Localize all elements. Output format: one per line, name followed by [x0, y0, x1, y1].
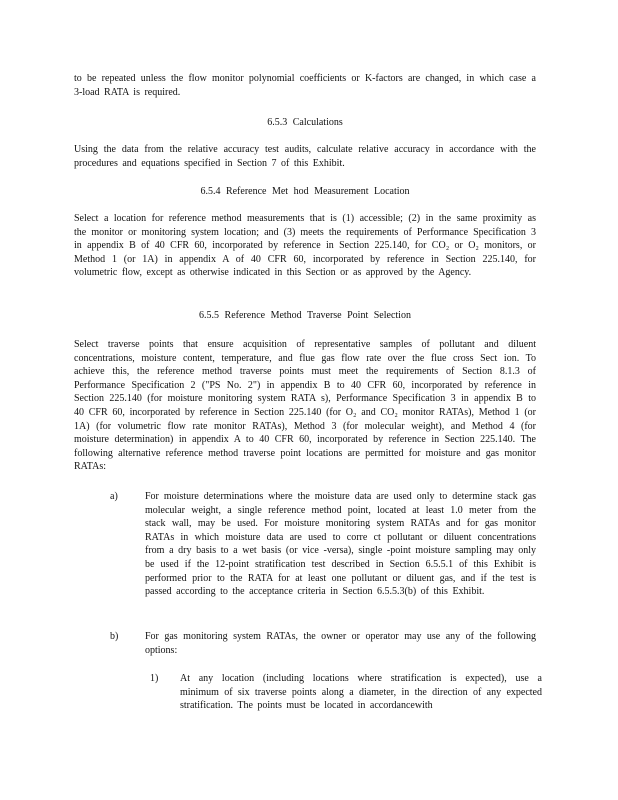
sub-list-item-text: At any location (including locations where stratification is expected), use a minimum of six traverse points along a diameter, in the direction of any expected stratification. The points must be located in accordancewith [180, 673, 542, 712]
section-body-6-5-4: Select a location for reference method measurements that is (1) accessible; (2) in the same proximity as the monitor or monitoring system location; and (3) meets the requirements of Performance Specification 3 in appendix B of 40 CFR 60, incorporated by reference in Section 225.140, for CO₂ or O₂ monitors, or Method 1 (or 1A) in appendix A of 40 CFR 60, incorporated by reference in Section 225.140, for volumetric flow, except as otherwise indicated in this Section or as approved by the Agency. [74, 213, 536, 279]
section-body-6-5-5: Select traverse points that ensure acquisition of representative samples of pollutant and diluent concentrations, moisture content, temperature, and flue gas flow rate over the flue cross Sect ion. To achieve this, the reference method traverse points must meet the requirements of Section 8.1.3 of Performance Specification 2 ("PS No. 2") in appendix B to 40 CFR 60, incorporated by reference in Section 225.140 (for moisture monitoring system RATA s), Performance Specification 3 in appendix B to 40 CFR 60, incorporated by reference in Section 225.140 (for O₂ and CO₂ monitor RATAs), Method 1 (or 1A) (for volumetric flow rate monitor RATAs), Method 3 (for molecular weight), and Method 4 (for moisture determination) in appendix A to 40 CFR 60, incorporated by reference in Section 225.140. The following alternative reference method traverse point locations are permitted for moisture and gas monitor RATAs: [74, 339, 536, 473]
section-heading-6-5-3: 6.5.3 Calculations [267, 117, 343, 128]
list-item-label: b) [110, 631, 119, 642]
list-item-label: a) [110, 491, 118, 502]
section-heading-6-5-4: 6.5.4 Reference Met hod Measurement Location [200, 186, 410, 197]
continuation-paragraph: to be repeated unless the flow monitor polynomial coefficients or K-factors are changed, in which case a 3-load RATA is required. [74, 73, 536, 98]
section-heading-6-5-5: 6.5.5 Reference Method Traverse Point Selection [199, 310, 411, 321]
section-body-6-5-3: Using the data from the relative accuracy test audits, calculate relative accuracy in accordance with the procedures and equations specified in Section 7 of this Exhibit. [74, 144, 536, 169]
list-item-text: For moisture determinations where the moisture data are used only to determine stack gas molecular weight, a single reference method point, located at least 1.0 meter from the stack wall, may be used. For moisture monitoring system RATAs and for gas monitor RATAs in which moisture data are used to corre ct pollutant or diluent concentrations from a dry basis to a wet basis (or vice -versa), single -point moisture sampling may only be used if the 12-point stratification test described in Section 6.5.5.1 of this Exhibit is performed prior to the RATA for at least one pollutant or diluent gas, and if the test is passed according to the acceptance criteria in Section 6.5.5.3(b) of this Exhibit. [145, 491, 536, 598]
list-item-text: For gas monitoring system RATAs, the owner or operator may use any of the following options: [145, 631, 536, 656]
sub-list-item-label: 1) [150, 673, 159, 684]
